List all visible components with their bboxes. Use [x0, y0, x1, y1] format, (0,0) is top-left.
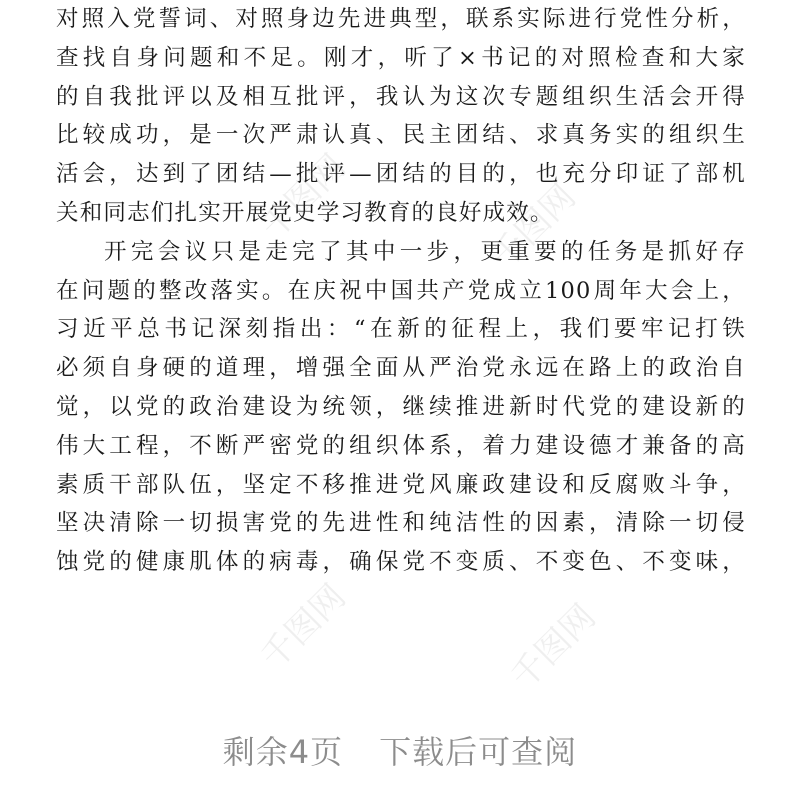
- text-line-11: 觉，以党的政治建设为统领，继续推进新时代党的建设新的: [56, 393, 746, 420]
- text-line-14: 坚决清除一切损害党的先进性和纯洁性的因素，清除一切侵: [56, 510, 746, 537]
- text-line-1: 对照入党誓词、对照身边先进典型，联系实际进行党性分析，: [56, 6, 746, 32]
- text-line-7: 开完会议只是走完了其中一步，更重要的任务是抓好存: [104, 238, 746, 265]
- text-line-3: 的自我批评以及相互批评，我认为这次专题组织生活会开得: [56, 83, 746, 110]
- text-line-5: 活会，达到了团结—批评—团结的目的，也充分印证了部机: [56, 161, 746, 188]
- text-line-10: 必须自身硬的道理，增强全面从严治党永远在路上的政治自: [56, 355, 746, 382]
- remaining-pages-label: 剩余4页: [222, 733, 344, 771]
- watermark: 千图网: [483, 176, 584, 278]
- document-body: [56, 0, 746, 582]
- watermark: 千图网: [253, 576, 354, 678]
- download-prompt[interactable]: [0, 722, 800, 782]
- text-line-12: 伟大工程，不断严密党的组织体系，着力建设德才兼备的高: [56, 432, 746, 459]
- text-line-8: 在问题的整改落实。在庆祝中国共产党成立100周年大会上，: [56, 277, 746, 304]
- text-line-13: 素质干部队伍，坚定不移推进党风廉政建设和反腐败斗争，: [56, 471, 746, 498]
- text-line-9: 习近平总书记深刻指出：“在新的征程上，我们要牢记打铁: [56, 316, 746, 343]
- text-line-6: 关和同志们扎实开展党史学习教育的良好成效。: [56, 199, 554, 226]
- text-line-4: 比较成功，是一次严肃认真、民主团结、求真务实的组织生: [56, 122, 746, 149]
- text-line-2: 查找自身问题和不足。刚才，听了×书记的对照检查和大家: [56, 44, 746, 71]
- text-line-15: 蚀党的健康肌体的病毒，确保党不变质、不变色、不变味，: [56, 549, 746, 576]
- watermark: 千图网: [503, 596, 604, 698]
- watermark: 千图网: [253, 146, 354, 248]
- download-to-view-label: 下载后可查阅: [379, 733, 578, 771]
